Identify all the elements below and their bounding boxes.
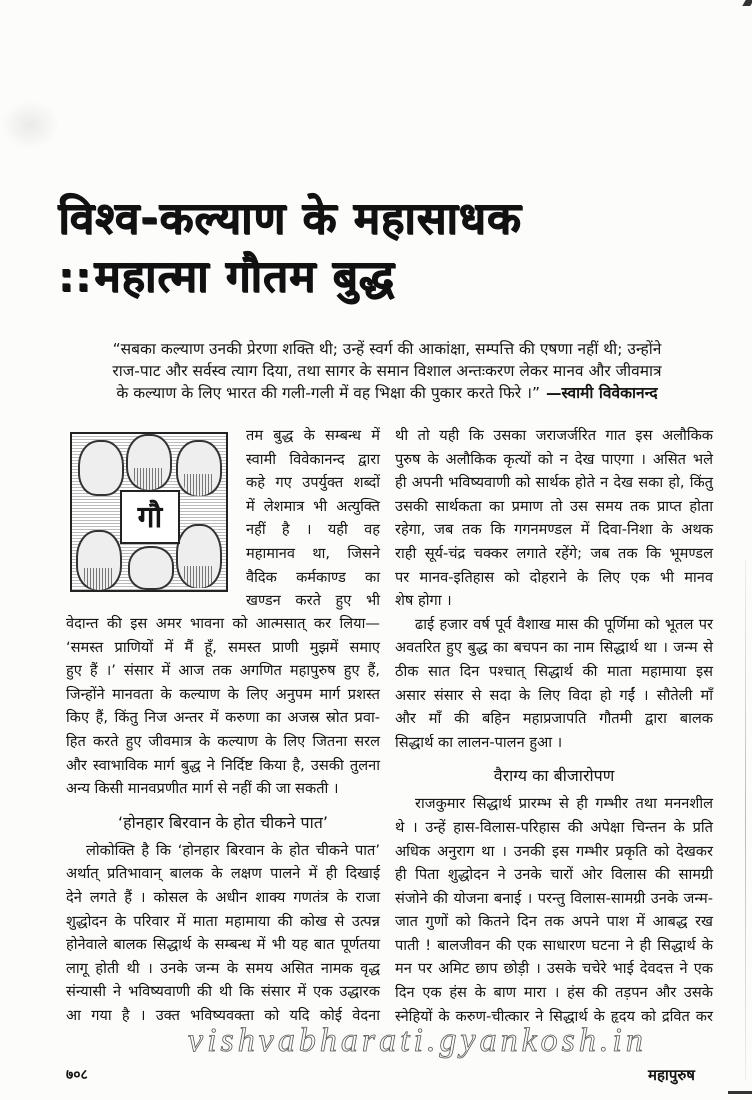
page-number: ७०८ — [66, 1067, 88, 1083]
text-line: थे । उन्हें हास-विलास-परिहास की अपेक्षा चिन्तन के प्रति — [395, 818, 713, 836]
text-line: ठीक सात दिन पश्चात् सिद्धार्थ की माता महामाया इस — [395, 662, 713, 680]
text-line: सिद्धार्थ का लालन-पालन हुआ । — [395, 733, 563, 751]
text-line: आ गया है । उक्त भविष्यवक्ता को यदि कोई वेदना — [66, 1006, 380, 1024]
text-line: लागू होती थी । उनके जन्म के समय असित नामक वृद्ध — [66, 959, 380, 977]
intro-paragraph — [66, 612, 380, 801]
watermark: vishvabharati.gyankosh.in — [188, 1022, 647, 1059]
drop-cap-illustration — [70, 432, 228, 592]
portrait-sage-icon — [126, 434, 172, 490]
quote-text: के कल्याण के लिए भारत की गली-गली में वह भिक्षा की पुकार करते फिरे ।” — [116, 384, 540, 402]
honhar-paragraph — [66, 839, 380, 1028]
portrait-lenin-icon — [128, 546, 174, 590]
text-line: तम बुद्ध के सम्बन्ध में — [246, 427, 380, 444]
text-line: असार संसार से सदा के लिए विदा हो गईं । सौतेली माँ — [395, 686, 713, 704]
scan-smudge — [0, 100, 60, 150]
text-line: ही अपनी भविष्यवाणी को सार्थक होते न देख सका हो, किंतु — [395, 474, 713, 492]
quote-author: —स्वामी विवेकानन्द — [545, 384, 658, 402]
text-line: पाती ! बालजीवन की एक साधारण घटना ने ही सिद्धार्थ के — [395, 936, 713, 954]
left-column-body — [66, 612, 380, 1028]
page-edge-shadow — [745, 560, 746, 1080]
drop-cap-letter: गौ — [120, 490, 180, 544]
text-line: ही पिता शुद्धोदन ने उनके चारों ओर विलास की सामग्री — [395, 866, 713, 884]
title-line-2 — [58, 248, 521, 307]
text-line: किए हैं, किंतु निज अन्तर में करुणा का अजस्र स्रोत प्रवा- — [66, 709, 380, 727]
text-line: संजोने की योजना बनाई । परन्तु विलास-सामग्री उनके जन्म- — [395, 889, 713, 907]
quote-line — [62, 382, 712, 404]
quote-line: राज-पाट और सर्वस्व त्याग दिया, तथा सागर के समान विशाल अन्तःकरण लेकर मानव और जीवमात्र — [112, 362, 662, 380]
right-column-body — [395, 424, 713, 1028]
asit-paragraph — [395, 424, 713, 613]
portrait-tolstoy-icon — [176, 524, 222, 588]
text-line: नहीं है । यही वह — [246, 521, 380, 539]
running-footer-section: महापुरुष — [648, 1066, 695, 1084]
text-line: और स्वाभाविक मार्ग बुद्ध ने निर्दिष्ट किया है, उसकी तुलना — [66, 756, 380, 774]
text-line: में लेशमात्र भी अत्युक्ति — [246, 497, 380, 515]
text-line: और माँ की बहिन महाप्रजापति गौतमी द्वारा बालक — [395, 710, 713, 728]
quote-line: “सबका कल्याण उनकी प्रेरणा शक्ति थी; उन्हें स्वर्ग की आकांक्षा, सम्पत्ति की एषणा नहीं थी; उन्होंने — [112, 340, 662, 358]
text-line: देने लगते हैं । कोसल के अधीन शाक्य गणतंत्र के राजा — [66, 888, 380, 906]
text-line: स्नेहियों के करुण-चीत्कार ने सिद्धार्थ के हृदय को द्रवित कर — [395, 1007, 713, 1025]
text-line: जिन्होंने मानवता के कल्याण के लिए अनुपम मार्ग प्रशस्त — [66, 685, 380, 703]
text-line: उसकी सार्थकता का प्रमाण तो उस समय तक प्राप्त होता — [395, 497, 713, 515]
text-line: खण्डन करते हुए भी — [246, 592, 380, 610]
text-line: जात गुणों को कितने दिन तक अपने पाश में आबद्ध रख — [395, 913, 713, 931]
text-line: ढाई हजार वर्ष पूर्व वैशाख मास की पूर्णिमा को भूतल पर — [415, 615, 713, 633]
text-line: थी तो यही कि उसका जराजर्जरित गात इस अलौकिक — [395, 427, 713, 444]
text-line: लोकोक्ति है कि ‘होनहार बिरवान के होत चीकने पात’ — [86, 841, 380, 859]
page-corner-mark — [742, 0, 752, 6]
text-line: हुए हैं ।’ संसार में आज तक अगणित महापुरुष हुए हैं, — [66, 662, 380, 680]
text-line: पर मानव-इतिहास को दोहराने के लिए एक भी मानव — [395, 568, 713, 586]
portrait-tagore-icon — [176, 440, 222, 496]
portrait-confucius-icon — [76, 530, 122, 590]
page-bottom-mark — [728, 1091, 752, 1094]
text-line: वैदिक कर्मकाण्ड का — [246, 568, 380, 586]
text-line: होनेवाले बालक सिद्धार्थ के सम्बन्ध में भी यह बात पूर्णतया — [66, 936, 380, 954]
text-line: दिन एक हंस के बाण मारा । हंस की तड़पन और उसके — [395, 984, 713, 1002]
text-line: अधिक अनुराग था । उनकी इस गम्भीर प्रकृति को देखकर — [395, 842, 713, 860]
epigraph-quote — [62, 338, 712, 404]
text-line: हित करते हुए जीवमात्र के कल्याण के लिए जितना सरल — [66, 732, 380, 750]
vairagya-paragraph — [395, 792, 713, 1028]
text-line: राही सूर्य-चंद्र चक्कर लगाते रहेंगे; जब तक कि भूमण्डल — [395, 544, 713, 562]
text-line: पुरुष के अलौकिक कृत्यों को न देख पाएगा । असित भले — [395, 450, 713, 468]
text-line: वेदान्त की इस अमर भावना को आत्मसात् कर लिया— — [66, 615, 380, 632]
text-line: कहे गए उपर्युक्त शब्दों — [246, 474, 380, 492]
text-line: अवतरित हुए बुद्ध का बचपन का नाम सिद्धार्थ था । जन्म से — [395, 639, 713, 657]
text-line: अन्य किसी मानवप्रणीत मार्ग से नहीं की जा सकती । — [66, 780, 339, 798]
text-line: शुद्धोदन के परिवार में माता महामाया की कोख से उत्पन्न — [66, 912, 380, 930]
title-subject: महात्मा गौतम बुद्ध — [94, 251, 395, 302]
text-line: ‘समस्त प्राणियों में मैं हूँ, समस्त प्राणी मुझमें समाए — [66, 638, 380, 656]
title-line-1: विश्व-कल्याण के महासाधक — [58, 193, 522, 244]
text-line: रहेगा, जब तक कि गगनमण्डल में दिवा-निशा के अथक — [395, 521, 713, 539]
text-line: संन्यासी ने भविष्यवाणी की थी कि संसार में एक उद्धारक — [66, 983, 380, 1001]
text-line: अर्थात् प्रतिभावान् बालक के लक्षण पालने में ही दिखाई — [66, 865, 380, 883]
text-line: मन पर अमिट छाप छोड़ी । उसके चचेरे भाई देवदत्त ने एक — [395, 960, 713, 978]
article-title — [58, 190, 521, 307]
text-line: स्वामी विवेकानन्द द्वारा — [246, 450, 380, 468]
text-line: राजकुमार सिद्धार्थ प्रारम्भ से ही गम्भीर तथा मननशील — [415, 795, 713, 813]
section-heading-honhar: ‘होनहार बिरवान के होत चीकने पात’ — [118, 812, 328, 832]
text-line: शेष होगा । — [395, 592, 452, 610]
title-bullet-icon: :: — [58, 255, 92, 301]
intro-wrap-text — [246, 424, 380, 613]
section-heading-vairagya: वैराग्य का बीजारोपण — [493, 766, 615, 786]
portrait-buddha-icon — [78, 440, 124, 496]
text-line: महामानव था, जिसने — [246, 544, 380, 562]
birth-paragraph — [395, 613, 713, 755]
